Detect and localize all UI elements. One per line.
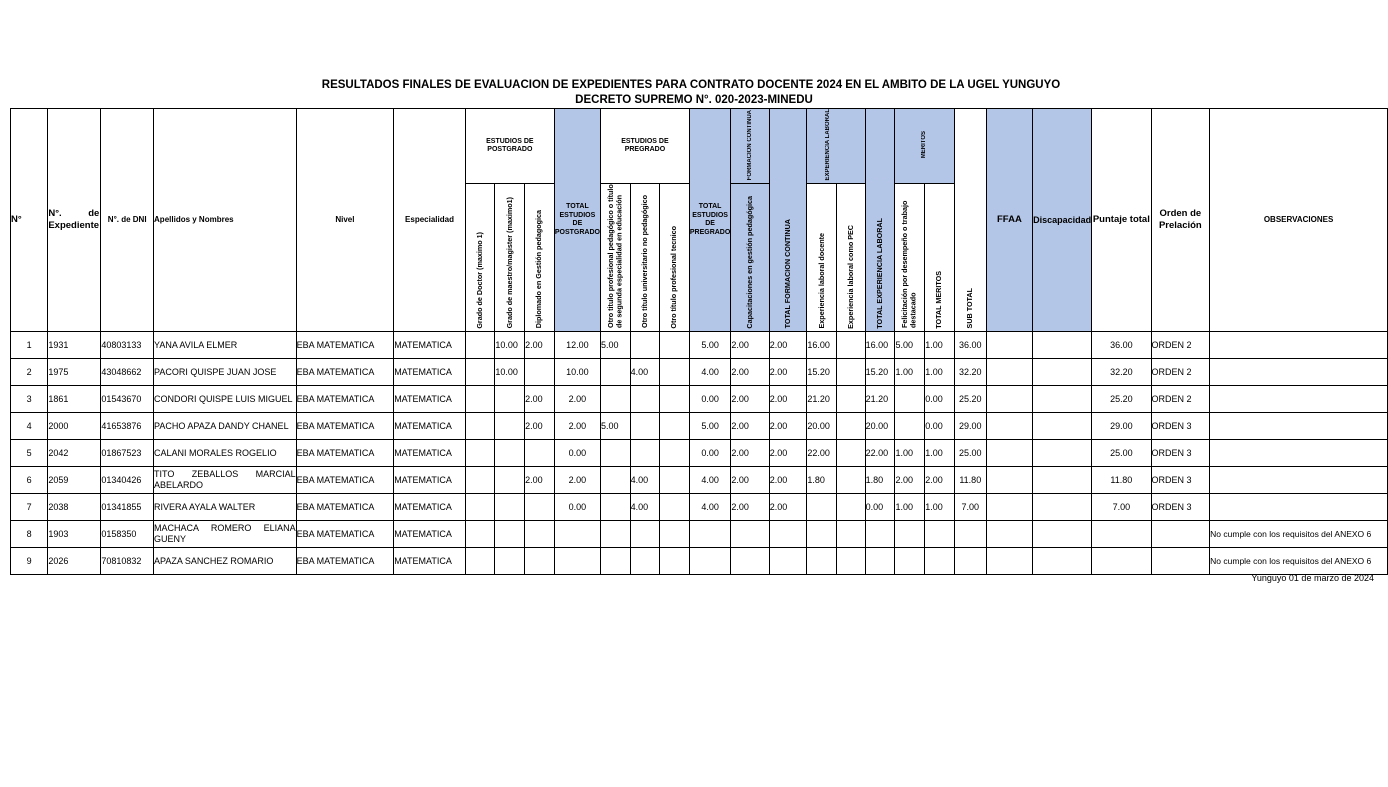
document-title: RESULTADOS FINALES DE EVALUACION DE EXPEDIENTES PARA CONTRATO DOCENTE 2024 EN EL AMBITO DE LA UGEL YUNGUYO (321, 79, 1061, 91)
discapacidad-cell (1033, 467, 1092, 494)
especialidad-cell: MATEMATICA (394, 494, 466, 521)
otro-tecnico-cell (660, 413, 689, 440)
nombre-cell: PACORI QUISPE JUAN JOSE (154, 359, 297, 386)
especialidad-cell: MATEMATICA (394, 467, 466, 494)
doctor-cell (465, 413, 494, 440)
orden-cell: ORDEN 3 (1151, 467, 1210, 494)
total-pregrado-cell: 4.00 (689, 359, 730, 386)
otro-universitario-cell (630, 413, 660, 440)
expediente-cell: 2059 (48, 467, 101, 494)
especialidad-cell: MATEMATICA (394, 521, 466, 548)
subtotal-cell: 25.00 (954, 440, 986, 467)
header-ffaa: FFAA (986, 109, 1032, 332)
capacitaciones-cell: 2.00 (731, 494, 769, 521)
header-capacitaciones: Capacitaciones en gestión pedagógica (731, 184, 769, 332)
header-total-pregrado: TOTAL ESTUDIOS DE PREGRADO (689, 109, 730, 332)
capacitaciones-cell: 2.00 (731, 386, 769, 413)
exp-docente-cell: 20.00 (807, 413, 837, 440)
orden-cell: ORDEN 3 (1151, 494, 1210, 521)
ffaa-cell (986, 494, 1032, 521)
total-formacion-cell: 2.00 (769, 386, 807, 413)
header-total-experiencia: TOTAL EXPERIENCIA LABORAL (865, 109, 895, 332)
puntaje-cell (1092, 548, 1151, 575)
exp-docente-cell (807, 494, 837, 521)
total-postgrado-cell: 0.00 (554, 494, 600, 521)
expediente-cell: 2026 (48, 548, 101, 575)
discapacidad-cell (1033, 494, 1092, 521)
dni-cell: 41653876 (101, 413, 154, 440)
doctor-cell (465, 332, 494, 359)
total-postgrado-cell: 0.00 (554, 440, 600, 467)
nivel-cell: EBA MATEMATICA (296, 440, 394, 467)
observaciones-cell: No cumple con los requisitos del ANEXO 6 (1210, 548, 1388, 575)
otro-tecnico-cell (660, 332, 689, 359)
felicitacion-cell: 1.00 (895, 440, 925, 467)
header-subtotal: SUB TOTAL (954, 109, 986, 332)
otro-pedagogico-cell (600, 521, 630, 548)
ffaa-cell (986, 413, 1032, 440)
nombre-cell: CALANI MORALES ROGELIO (154, 440, 297, 467)
subtotal-cell (954, 521, 986, 548)
total-meritos-cell: 1.00 (925, 494, 955, 521)
row-number: 7 (11, 494, 48, 521)
header-dni: N°. de DNI (101, 109, 154, 332)
nombre-cell: YANA AVILA ELMER (154, 332, 297, 359)
table-row (11, 332, 1388, 359)
orden-cell (1151, 548, 1210, 575)
discapacidad-cell (1033, 548, 1092, 575)
felicitacion-cell: 1.00 (895, 494, 925, 521)
header-exp-docente: Experiencia laboral docente (807, 184, 837, 332)
especialidad-cell: MATEMATICA (394, 413, 466, 440)
total-pregrado-cell: 5.00 (689, 332, 730, 359)
total-formacion-cell: 2.00 (769, 494, 807, 521)
otro-universitario-cell (630, 521, 660, 548)
total-experiencia-cell: 21.20 (865, 386, 895, 413)
ffaa-cell (986, 359, 1032, 386)
dni-cell: 0158350 (101, 521, 154, 548)
maestro-cell (495, 440, 525, 467)
especialidad-cell: MATEMATICA (394, 440, 466, 467)
exp-pec-cell (837, 332, 866, 359)
header-orden: Orden de Prelación (1151, 109, 1210, 332)
exp-docente-cell: 15.20 (807, 359, 837, 386)
total-experiencia-cell: 0.00 (865, 494, 895, 521)
header-doctor: Grado de Doctor (maximo 1) (465, 184, 494, 332)
nombre-cell: PACHO APAZA DANDY CHANEL (154, 413, 297, 440)
maestro-cell (495, 413, 525, 440)
especialidad-cell: MATEMATICA (394, 386, 466, 413)
header-n: N° (11, 109, 48, 332)
table-row (11, 548, 1388, 575)
exp-docente-cell: 21.20 (807, 386, 837, 413)
diplomado-cell: 2.00 (525, 413, 555, 440)
maestro-cell (495, 521, 525, 548)
exp-pec-cell (837, 440, 866, 467)
nombre-cell: MACHACA ROMERO ELIANA GUENY (154, 521, 297, 548)
otro-tecnico-cell (660, 440, 689, 467)
footer-date: Yunguyo 01 de marzo de 2024 (1251, 573, 1374, 583)
header-meritos-group: MERITOS (895, 109, 954, 184)
header-otro-universitario: Otro título universitario no pedagógico (630, 184, 660, 332)
felicitacion-cell (895, 386, 925, 413)
exp-pec-cell (837, 359, 866, 386)
orden-cell: ORDEN 3 (1151, 440, 1210, 467)
row-number: 8 (11, 521, 48, 548)
total-formacion-cell (769, 548, 807, 575)
total-postgrado-cell: 2.00 (554, 386, 600, 413)
header-otro-pedagogico: Otro titulo profesional pedagógico o título de segunda especialidad en educación (600, 184, 630, 332)
nivel-cell: EBA MATEMATICA (296, 386, 394, 413)
total-pregrado-cell: 4.00 (689, 494, 730, 521)
felicitacion-cell (895, 548, 925, 575)
otro-universitario-cell (630, 548, 660, 575)
otro-pedagogico-cell (600, 386, 630, 413)
total-formacion-cell: 2.00 (769, 440, 807, 467)
otro-tecnico-cell (660, 548, 689, 575)
exp-docente-cell: 22.00 (807, 440, 837, 467)
expediente-cell: 2038 (48, 494, 101, 521)
header-postgrado-group: ESTUDIOS DE POSTGRADO (465, 109, 554, 184)
total-pregrado-cell (689, 521, 730, 548)
otro-universitario-cell: 4.00 (630, 359, 660, 386)
diplomado-cell: 2.00 (525, 332, 555, 359)
otro-tecnico-cell (660, 494, 689, 521)
dni-cell: 01867523 (101, 440, 154, 467)
discapacidad-cell (1033, 386, 1092, 413)
felicitacion-cell: 1.00 (895, 359, 925, 386)
total-experiencia-cell (865, 521, 895, 548)
orden-cell: ORDEN 2 (1151, 332, 1210, 359)
capacitaciones-cell: 2.00 (731, 413, 769, 440)
table-row (11, 467, 1388, 494)
total-postgrado-cell: 2.00 (554, 467, 600, 494)
otro-pedagogico-cell: 5.00 (600, 413, 630, 440)
total-meritos-cell (925, 521, 955, 548)
subtotal-cell: 25.20 (954, 386, 986, 413)
capacitaciones-cell (731, 521, 769, 548)
table-row (11, 521, 1388, 548)
puntaje-cell: 29.00 (1092, 413, 1151, 440)
header-felicitacion: Felicitación por desempeño o trabajo destacado (895, 184, 925, 332)
otro-universitario-cell: 4.00 (630, 494, 660, 521)
observaciones-cell (1210, 359, 1388, 386)
observaciones-cell (1210, 494, 1388, 521)
exp-docente-cell (807, 548, 837, 575)
header-formacion-group: FORMACION CONTINUA (731, 109, 769, 184)
puntaje-cell (1092, 521, 1151, 548)
nombre-cell: CONDORI QUISPE LUIS MIGUEL (154, 386, 297, 413)
total-postgrado-cell (554, 521, 600, 548)
subtotal-cell: 11.80 (954, 467, 986, 494)
table-row (11, 386, 1388, 413)
header-exp-pec: Experiencia laboral como PEC (837, 184, 866, 332)
otro-pedagogico-cell (600, 467, 630, 494)
puntaje-cell: 36.00 (1092, 332, 1151, 359)
diplomado-cell (525, 521, 555, 548)
nivel-cell: EBA MATEMATICA (296, 494, 394, 521)
exp-pec-cell (837, 494, 866, 521)
puntaje-cell: 7.00 (1092, 494, 1151, 521)
capacitaciones-cell: 2.00 (731, 467, 769, 494)
especialidad-cell: MATEMATICA (394, 359, 466, 386)
felicitacion-cell: 5.00 (895, 332, 925, 359)
row-number: 6 (11, 467, 48, 494)
ffaa-cell (986, 332, 1032, 359)
felicitacion-cell: 2.00 (895, 467, 925, 494)
dni-cell: 70810832 (101, 548, 154, 575)
exp-pec-cell (837, 548, 866, 575)
expediente-cell: 1931 (48, 332, 101, 359)
maestro-cell: 10.00 (495, 359, 525, 386)
nivel-cell: EBA MATEMATICA (296, 332, 394, 359)
total-formacion-cell: 2.00 (769, 467, 807, 494)
total-postgrado-cell: 12.00 (554, 332, 600, 359)
expediente-cell: 2042 (48, 440, 101, 467)
discapacidad-cell (1033, 332, 1092, 359)
otro-pedagogico-cell (600, 494, 630, 521)
otro-universitario-cell (630, 386, 660, 413)
total-meritos-cell (925, 548, 955, 575)
header-especialidad: Especialidad (394, 109, 466, 332)
doctor-cell (465, 494, 494, 521)
puntaje-cell: 25.20 (1092, 386, 1151, 413)
doctor-cell (465, 467, 494, 494)
total-meritos-cell: 2.00 (925, 467, 955, 494)
table-row (11, 494, 1388, 521)
table-row (11, 440, 1388, 467)
exp-docente-cell (807, 521, 837, 548)
nivel-cell: EBA MATEMATICA (296, 359, 394, 386)
discapacidad-cell (1033, 413, 1092, 440)
ffaa-cell (986, 548, 1032, 575)
otro-tecnico-cell (660, 359, 689, 386)
ffaa-cell (986, 467, 1032, 494)
nivel-cell: EBA MATEMATICA (296, 413, 394, 440)
otro-universitario-cell: 4.00 (630, 467, 660, 494)
observaciones-cell (1210, 440, 1388, 467)
row-number: 5 (11, 440, 48, 467)
nivel-cell: EBA MATEMATICA (296, 548, 394, 575)
capacitaciones-cell: 2.00 (731, 440, 769, 467)
doctor-cell (465, 440, 494, 467)
observaciones-cell (1210, 413, 1388, 440)
doctor-cell (465, 359, 494, 386)
maestro-cell: 10.00 (495, 332, 525, 359)
total-meritos-cell: 1.00 (925, 359, 955, 386)
subtotal-cell (954, 548, 986, 575)
total-meritos-cell: 0.00 (925, 413, 955, 440)
total-meritos-cell: 1.00 (925, 332, 955, 359)
observaciones-cell (1210, 332, 1388, 359)
table-row (11, 359, 1388, 386)
total-formacion-cell: 2.00 (769, 332, 807, 359)
header-nombres: Apellidos y Nombres (154, 109, 297, 332)
puntaje-cell: 11.80 (1092, 467, 1151, 494)
total-experiencia-cell (865, 548, 895, 575)
header-maestro: Grado de maestro/magister (maximo1) (495, 184, 525, 332)
orden-cell: ORDEN 2 (1151, 359, 1210, 386)
dni-cell: 43048662 (101, 359, 154, 386)
header-diplomado: Diplomado en Gestión pedagogica (525, 184, 555, 332)
total-experiencia-cell: 1.80 (865, 467, 895, 494)
capacitaciones-cell: 2.00 (731, 359, 769, 386)
maestro-cell (495, 548, 525, 575)
discapacidad-cell (1033, 521, 1092, 548)
header-expediente: N°. de Expediente (48, 109, 101, 332)
felicitacion-cell (895, 521, 925, 548)
otro-pedagogico-cell (600, 440, 630, 467)
total-pregrado-cell: 0.00 (689, 440, 730, 467)
row-number: 1 (11, 332, 48, 359)
otro-universitario-cell (630, 440, 660, 467)
total-meritos-cell: 1.00 (925, 440, 955, 467)
row-number: 2 (11, 359, 48, 386)
nombre-cell: RIVERA AYALA WALTER (154, 494, 297, 521)
results-table (10, 108, 1388, 575)
total-meritos-cell: 0.00 (925, 386, 955, 413)
observaciones-cell (1210, 467, 1388, 494)
header-total-formacion: TOTAL FORMACION CONTINUA (769, 109, 807, 332)
total-pregrado-cell: 0.00 (689, 386, 730, 413)
observaciones-cell (1210, 386, 1388, 413)
orden-cell (1151, 521, 1210, 548)
maestro-cell (495, 467, 525, 494)
subtotal-cell: 36.00 (954, 332, 986, 359)
puntaje-cell: 25.00 (1092, 440, 1151, 467)
diplomado-cell (525, 494, 555, 521)
total-formacion-cell: 2.00 (769, 413, 807, 440)
especialidad-cell: MATEMATICA (394, 332, 466, 359)
exp-pec-cell (837, 413, 866, 440)
row-number: 4 (11, 413, 48, 440)
ffaa-cell (986, 386, 1032, 413)
total-experiencia-cell: 15.20 (865, 359, 895, 386)
capacitaciones-cell: 2.00 (731, 332, 769, 359)
expediente-cell: 1861 (48, 386, 101, 413)
orden-cell: ORDEN 2 (1151, 386, 1210, 413)
maestro-cell (495, 386, 525, 413)
discapacidad-cell (1033, 440, 1092, 467)
diplomado-cell (525, 548, 555, 575)
dni-cell: 01341855 (101, 494, 154, 521)
dni-cell: 01340426 (101, 467, 154, 494)
diplomado-cell: 2.00 (525, 467, 555, 494)
expediente-cell: 1903 (48, 521, 101, 548)
exp-pec-cell (837, 521, 866, 548)
maestro-cell (495, 494, 525, 521)
total-formacion-cell (769, 521, 807, 548)
otro-tecnico-cell (660, 521, 689, 548)
diplomado-cell (525, 359, 555, 386)
doctor-cell (465, 521, 494, 548)
especialidad-cell: MATEMATICA (394, 548, 466, 575)
otro-universitario-cell (630, 332, 660, 359)
dni-cell: 40803133 (101, 332, 154, 359)
nivel-cell: EBA MATEMATICA (296, 521, 394, 548)
total-postgrado-cell: 10.00 (554, 359, 600, 386)
total-experiencia-cell: 22.00 (865, 440, 895, 467)
total-experiencia-cell: 16.00 (865, 332, 895, 359)
total-postgrado-cell (554, 548, 600, 575)
row-number: 3 (11, 386, 48, 413)
subtotal-cell: 32.20 (954, 359, 986, 386)
discapacidad-cell (1033, 359, 1092, 386)
puntaje-cell: 32.20 (1092, 359, 1151, 386)
orden-cell: ORDEN 3 (1151, 413, 1210, 440)
total-pregrado-cell: 5.00 (689, 413, 730, 440)
nivel-cell: EBA MATEMATICA (296, 467, 394, 494)
nombre-cell: APAZA SANCHEZ ROMARIO (154, 548, 297, 575)
total-experiencia-cell: 20.00 (865, 413, 895, 440)
table-row (11, 413, 1388, 440)
exp-pec-cell (837, 386, 866, 413)
otro-tecnico-cell (660, 386, 689, 413)
header-pregrado-group: ESTUDIOS DE PREGRADO (600, 109, 689, 184)
exp-docente-cell: 16.00 (807, 332, 837, 359)
otro-pedagogico-cell (600, 359, 630, 386)
nombre-cell: TITO ZEBALLOS MARCIAL ABELARDO (154, 467, 297, 494)
header-otro-tecnico: Otro título profesional tecnico (660, 184, 689, 332)
dni-cell: 01543670 (101, 386, 154, 413)
doctor-cell (465, 386, 494, 413)
exp-docente-cell: 1.80 (807, 467, 837, 494)
doctor-cell (465, 548, 494, 575)
exp-pec-cell (837, 467, 866, 494)
ffaa-cell (986, 521, 1032, 548)
total-formacion-cell: 2.00 (769, 359, 807, 386)
header-total-postgrado: TOTAL ESTUDIOS DE POSTGRADO (554, 109, 600, 332)
observaciones-cell: No cumple con los requisitos del ANEXO 6 (1210, 521, 1388, 548)
total-pregrado-cell (689, 548, 730, 575)
subtotal-cell: 7.00 (954, 494, 986, 521)
ffaa-cell (986, 440, 1032, 467)
header-observaciones: OBSERVACIONES (1210, 109, 1388, 332)
header-experiencia-group: EXPERIENCIA LABORAL (807, 109, 865, 184)
header-total-meritos: TOTAL MERITOS (925, 184, 955, 332)
subtotal-cell: 29.00 (954, 413, 986, 440)
diplomado-cell (525, 440, 555, 467)
row-number: 9 (11, 548, 48, 575)
otro-tecnico-cell (660, 467, 689, 494)
capacitaciones-cell (731, 548, 769, 575)
otro-pedagogico-cell: 5.00 (600, 332, 630, 359)
total-pregrado-cell: 4.00 (689, 467, 730, 494)
diplomado-cell: 2.00 (525, 386, 555, 413)
felicitacion-cell (895, 413, 925, 440)
expediente-cell: 2000 (48, 413, 101, 440)
header-puntaje: Puntaje total (1092, 109, 1151, 332)
document-subtitle: DECRETO SUPREMO N°. 020-2023-MINEDU (575, 94, 813, 106)
expediente-cell: 1975 (48, 359, 101, 386)
otro-pedagogico-cell (600, 548, 630, 575)
header-discapacidad: Discapacidad (1033, 109, 1092, 332)
total-postgrado-cell: 2.00 (554, 413, 600, 440)
header-nivel: Nivel (296, 109, 394, 332)
